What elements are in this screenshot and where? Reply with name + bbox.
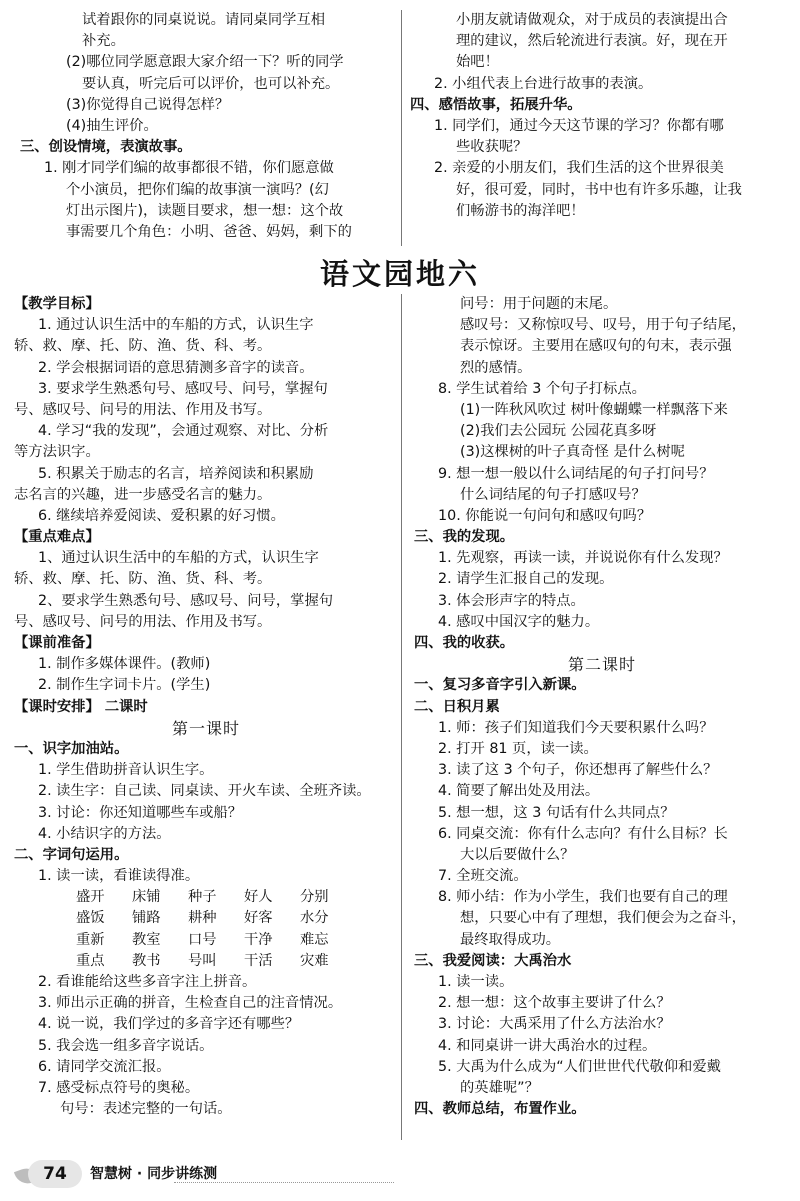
vocab-word: 口号 [188, 931, 217, 948]
text-line: 6. 请同学交流汇报。 [38, 1058, 171, 1075]
text-line: 2、要求学生熟悉句号、感叹号、问号，掌握句 [38, 592, 334, 609]
text-line: 理的建议，然后轮流进行表演。好，现在开 [456, 33, 728, 50]
section-title: 语文园地六 [319, 257, 480, 291]
text-line: 轿、救、摩、托、防、渔、货、科、考。 [14, 571, 272, 588]
text-line: 5. 积累关于励志的名言，培养阅读和积累励 [38, 465, 314, 482]
vocab-word: 种子 [188, 889, 217, 906]
text-line: 轿、救、摩、托、防、渔、货、科、考。 [14, 338, 272, 355]
text-line: 2. 打开 81 页，读一读。 [438, 740, 598, 757]
text-line: 4. 说一说，我们学过的多音字还有哪些？ [38, 1016, 300, 1033]
text-line: 2. 看谁能给这些多音字注上拼音。 [38, 974, 257, 990]
vocab-word: 好客 [244, 910, 273, 927]
left-column [14, 294, 398, 1120]
text-line: 8. 学生试着给 3 个句子打标点。 [438, 380, 646, 397]
text-line: 3. 读了这 3 个句子，你还想再了解些什么？ [438, 762, 718, 779]
text-line: 好，很可爱，同时，书中也有许多乐趣，让我 [456, 181, 742, 198]
text-line: 事需要几个角色：小明、爸爸、妈妈，剩下的 [66, 223, 352, 240]
section-heading: 四、我的收获。 [414, 635, 515, 651]
right-column [414, 294, 790, 1120]
section-heading: 【课前准备】 [14, 635, 100, 651]
text-line: 2. 小组代表上台进行故事的表演。 [434, 75, 653, 92]
text-line: 感叹号：又称惊叹号、叹号，用于句子结尾， [460, 317, 746, 334]
text-line: 个小演员，把你们编的故事演一演吗？(幻 [66, 181, 329, 198]
text-line: 4. 和同桌讲一讲大禹治水的过程。 [438, 1037, 657, 1054]
section-heading: 一、识字加油站。 [14, 740, 129, 757]
word-row [14, 951, 398, 972]
text-line: 最终取得成功。 [460, 931, 561, 948]
vocab-word: 铺路 [132, 910, 161, 927]
section-heading: 三、我爱阅读：大禹治水 [414, 952, 572, 969]
section-heading: 第二课时 [567, 655, 636, 675]
text-line: 6. 继续培养爱阅读、爱积累的好习惯。 [38, 507, 285, 524]
text-line: 号、感叹号、问号的用法、作用及书写。 [14, 613, 272, 630]
vocab-word: 盛饭 [76, 910, 105, 927]
text-line: 8. 师小结：作为小学生，我们也要有自己的理 [438, 889, 728, 906]
section-heading: 四、感悟故事，拓展升华。 [410, 96, 582, 113]
text-line: 大以后要做什么？ [460, 846, 575, 863]
section-heading: 一、复习多音字引入新课。 [414, 677, 586, 694]
text-line: 3. 讨论：你还知道哪些车或船？ [38, 804, 243, 821]
text-line: 7. 感受标点符号的奥秘。 [38, 1079, 200, 1096]
vocab-word: 床铺 [132, 889, 161, 906]
top-column-divider [401, 10, 402, 246]
text-line: 3. 要求学生熟悉句号、感叹号、问号，掌握句 [38, 380, 328, 397]
text-line: 5. 想一想，这 3 句话有什么共同点？ [438, 804, 675, 821]
vocab-word: 水分 [300, 910, 329, 927]
text-line: (4)抽生评价。 [66, 117, 158, 134]
top-right-column [410, 10, 790, 222]
text-line: 10. 你能说一句问句和感叹句吗？ [438, 507, 652, 524]
section-heading: 第一课时 [171, 718, 240, 738]
section-heading: 【课时安排】 二课时 [14, 698, 148, 715]
text-line: 1. 先观察，再读一读，并说说你有什么发现？ [438, 550, 728, 567]
text-line: 表示惊讶。主要用在感叹句的句末，表示强 [460, 338, 732, 355]
text-line: 3. 讨论：大禹采用了什么方法治水？ [438, 1016, 671, 1033]
vocab-word: 重点 [76, 952, 105, 969]
text-line: 什么词结尾的句子打感叹号？ [460, 486, 646, 503]
text-line: 些收获呢？ [456, 139, 528, 156]
text-line: 始吧！ [456, 54, 499, 71]
text-line: (3)你觉得自己说得怎样？ [66, 96, 230, 113]
text-line: 4. 简要了解出处及用法。 [438, 783, 600, 800]
text-line: 7. 全班交流。 [438, 868, 528, 885]
text-line: 1. 学生借助拼音认识生字。 [38, 762, 214, 779]
vocab-word: 干净 [244, 931, 273, 948]
text-line: 的英雄呢”？ [460, 1079, 539, 1096]
text-line: 号、感叹号、问号的用法、作用及书写。 [14, 401, 272, 418]
vocab-word: 干活 [244, 952, 273, 969]
text-line: 补充。 [82, 33, 125, 50]
vocab-word: 重新 [76, 931, 105, 948]
text-line: 9. 想一想一般以什么词结尾的句子打问号？ [438, 465, 714, 482]
text-line: 1. 通过认识生活中的车船的方式，认识生字 [38, 317, 314, 334]
text-line: 4. 小结识字的方法。 [38, 825, 171, 842]
text-line: 3. 体会形声字的特点。 [438, 592, 585, 609]
text-line: 试着跟你的同桌说说。请同桌同学互相 [82, 12, 326, 28]
text-line: 4. 感叹中国汉字的魅力。 [438, 613, 600, 630]
text-line: 1. 同学们，通过今天这节课的学习？你都有哪 [434, 117, 724, 134]
section-heading: 【教学目标】 [14, 296, 100, 312]
text-line: 2. 亲爱的小朋友们，我们生活的这个世界很美 [434, 160, 724, 177]
text-line: 5. 大禹为什么成为“人们世世代代敬仰和爱戴 [438, 1058, 721, 1075]
series-title: 智慧树 · 同步讲练测 [90, 1166, 218, 1182]
page-footer [14, 1154, 374, 1190]
text-line: 句号：表述完整的一句话。 [60, 1101, 232, 1118]
section-heading: 二、字词句运用。 [14, 846, 129, 863]
page-number: 74 [28, 1160, 82, 1188]
text-line: 1. 制作多媒体课件。(教师) [38, 656, 211, 673]
vocab-word: 教室 [132, 931, 161, 948]
vocab-word: 难忘 [300, 931, 329, 948]
text-line: 志名言的兴趣，进一步感受名言的魅力。 [14, 486, 272, 503]
top-left-column [20, 10, 398, 243]
text-line: 想，只要心中有了理想，我们便会为之奋斗， [460, 910, 746, 927]
text-line: 1、通过认识生活中的车船的方式，认识生字 [38, 550, 319, 567]
text-line: 们畅游书的海洋吧！ [456, 202, 585, 219]
vocab-word: 分别 [300, 889, 329, 906]
word-row [14, 908, 398, 929]
text-line: 1. 读一读。 [438, 974, 514, 990]
main-column-divider [401, 294, 402, 1140]
text-line: 小朋友就请做观众，对于成员的表演提出合 [456, 12, 728, 28]
text-line: 2. 制作生字词卡片。(学生) [38, 677, 211, 694]
section-heading: 【重点难点】 [14, 529, 100, 546]
text-line: (2)我们去公园玩 公园花真多呀 [460, 423, 657, 440]
footer-rule [174, 1182, 394, 1183]
text-line: 烈的感情。 [460, 359, 532, 376]
section-heading: 四、教师总结，布置作业。 [414, 1101, 586, 1118]
vocab-word: 号叫 [188, 952, 217, 969]
text-line: 1. 读一读，看谁读得准。 [38, 868, 200, 885]
word-row [14, 930, 398, 951]
text-line: 2. 学会根据词语的意思猜测多音字的读音。 [38, 359, 314, 376]
vocab-word: 教书 [132, 952, 161, 969]
section-heading: 二、日积月累 [414, 698, 500, 715]
vocab-word: 盛开 [76, 889, 105, 906]
vocab-word: 好人 [244, 889, 273, 906]
word-row [14, 887, 398, 908]
text-line: 2. 想一想：这个故事主要讲了什么？ [438, 995, 671, 1012]
text-line: (3)这棵树的叶子真奇怪 是什么树呢 [460, 444, 685, 461]
text-line: 要认真，听完后可以评价，也可以补充。 [82, 75, 340, 92]
text-line: 6. 同桌交流：你有什么志向？有什么目标？长 [438, 825, 728, 842]
text-line: 1. 师：孩子们知道我们今天要积累什么吗？ [438, 719, 714, 736]
text-line: 1. 刚才同学们编的故事都很不错，你们愿意做 [44, 160, 334, 177]
vocab-word: 耕种 [188, 910, 217, 927]
section-heading: 三、我的发现。 [414, 529, 515, 546]
text-line: (2)哪位同学愿意跟大家介绍一下？听的同学 [66, 54, 344, 71]
section-heading: 三、创设情境，表演故事。 [20, 139, 192, 156]
text-line: 2. 请学生汇报自己的发现。 [438, 571, 614, 588]
text-line: 等方法识字。 [14, 444, 100, 461]
text-line: 3. 师出示正确的拼音，生检查自己的注音情况。 [38, 995, 343, 1012]
vocab-word: 灾难 [300, 952, 329, 969]
text-line: (1)一阵秋风吹过 树叶像蝴蝶一样飘落下来 [460, 401, 728, 418]
text-line: 灯出示图片)，读题目要求，想一想：这个故 [66, 202, 344, 219]
text-line: 2. 读生字：自己读、同桌读、开火车读、全班齐读。 [38, 783, 371, 800]
text-line: 问号：用于问题的末尾。 [460, 296, 618, 312]
text-line: 4. 学习“我的发现”，会通过观察、对比、分析 [38, 423, 329, 440]
text-line: 5. 我会选一组多音字说话。 [38, 1037, 214, 1054]
